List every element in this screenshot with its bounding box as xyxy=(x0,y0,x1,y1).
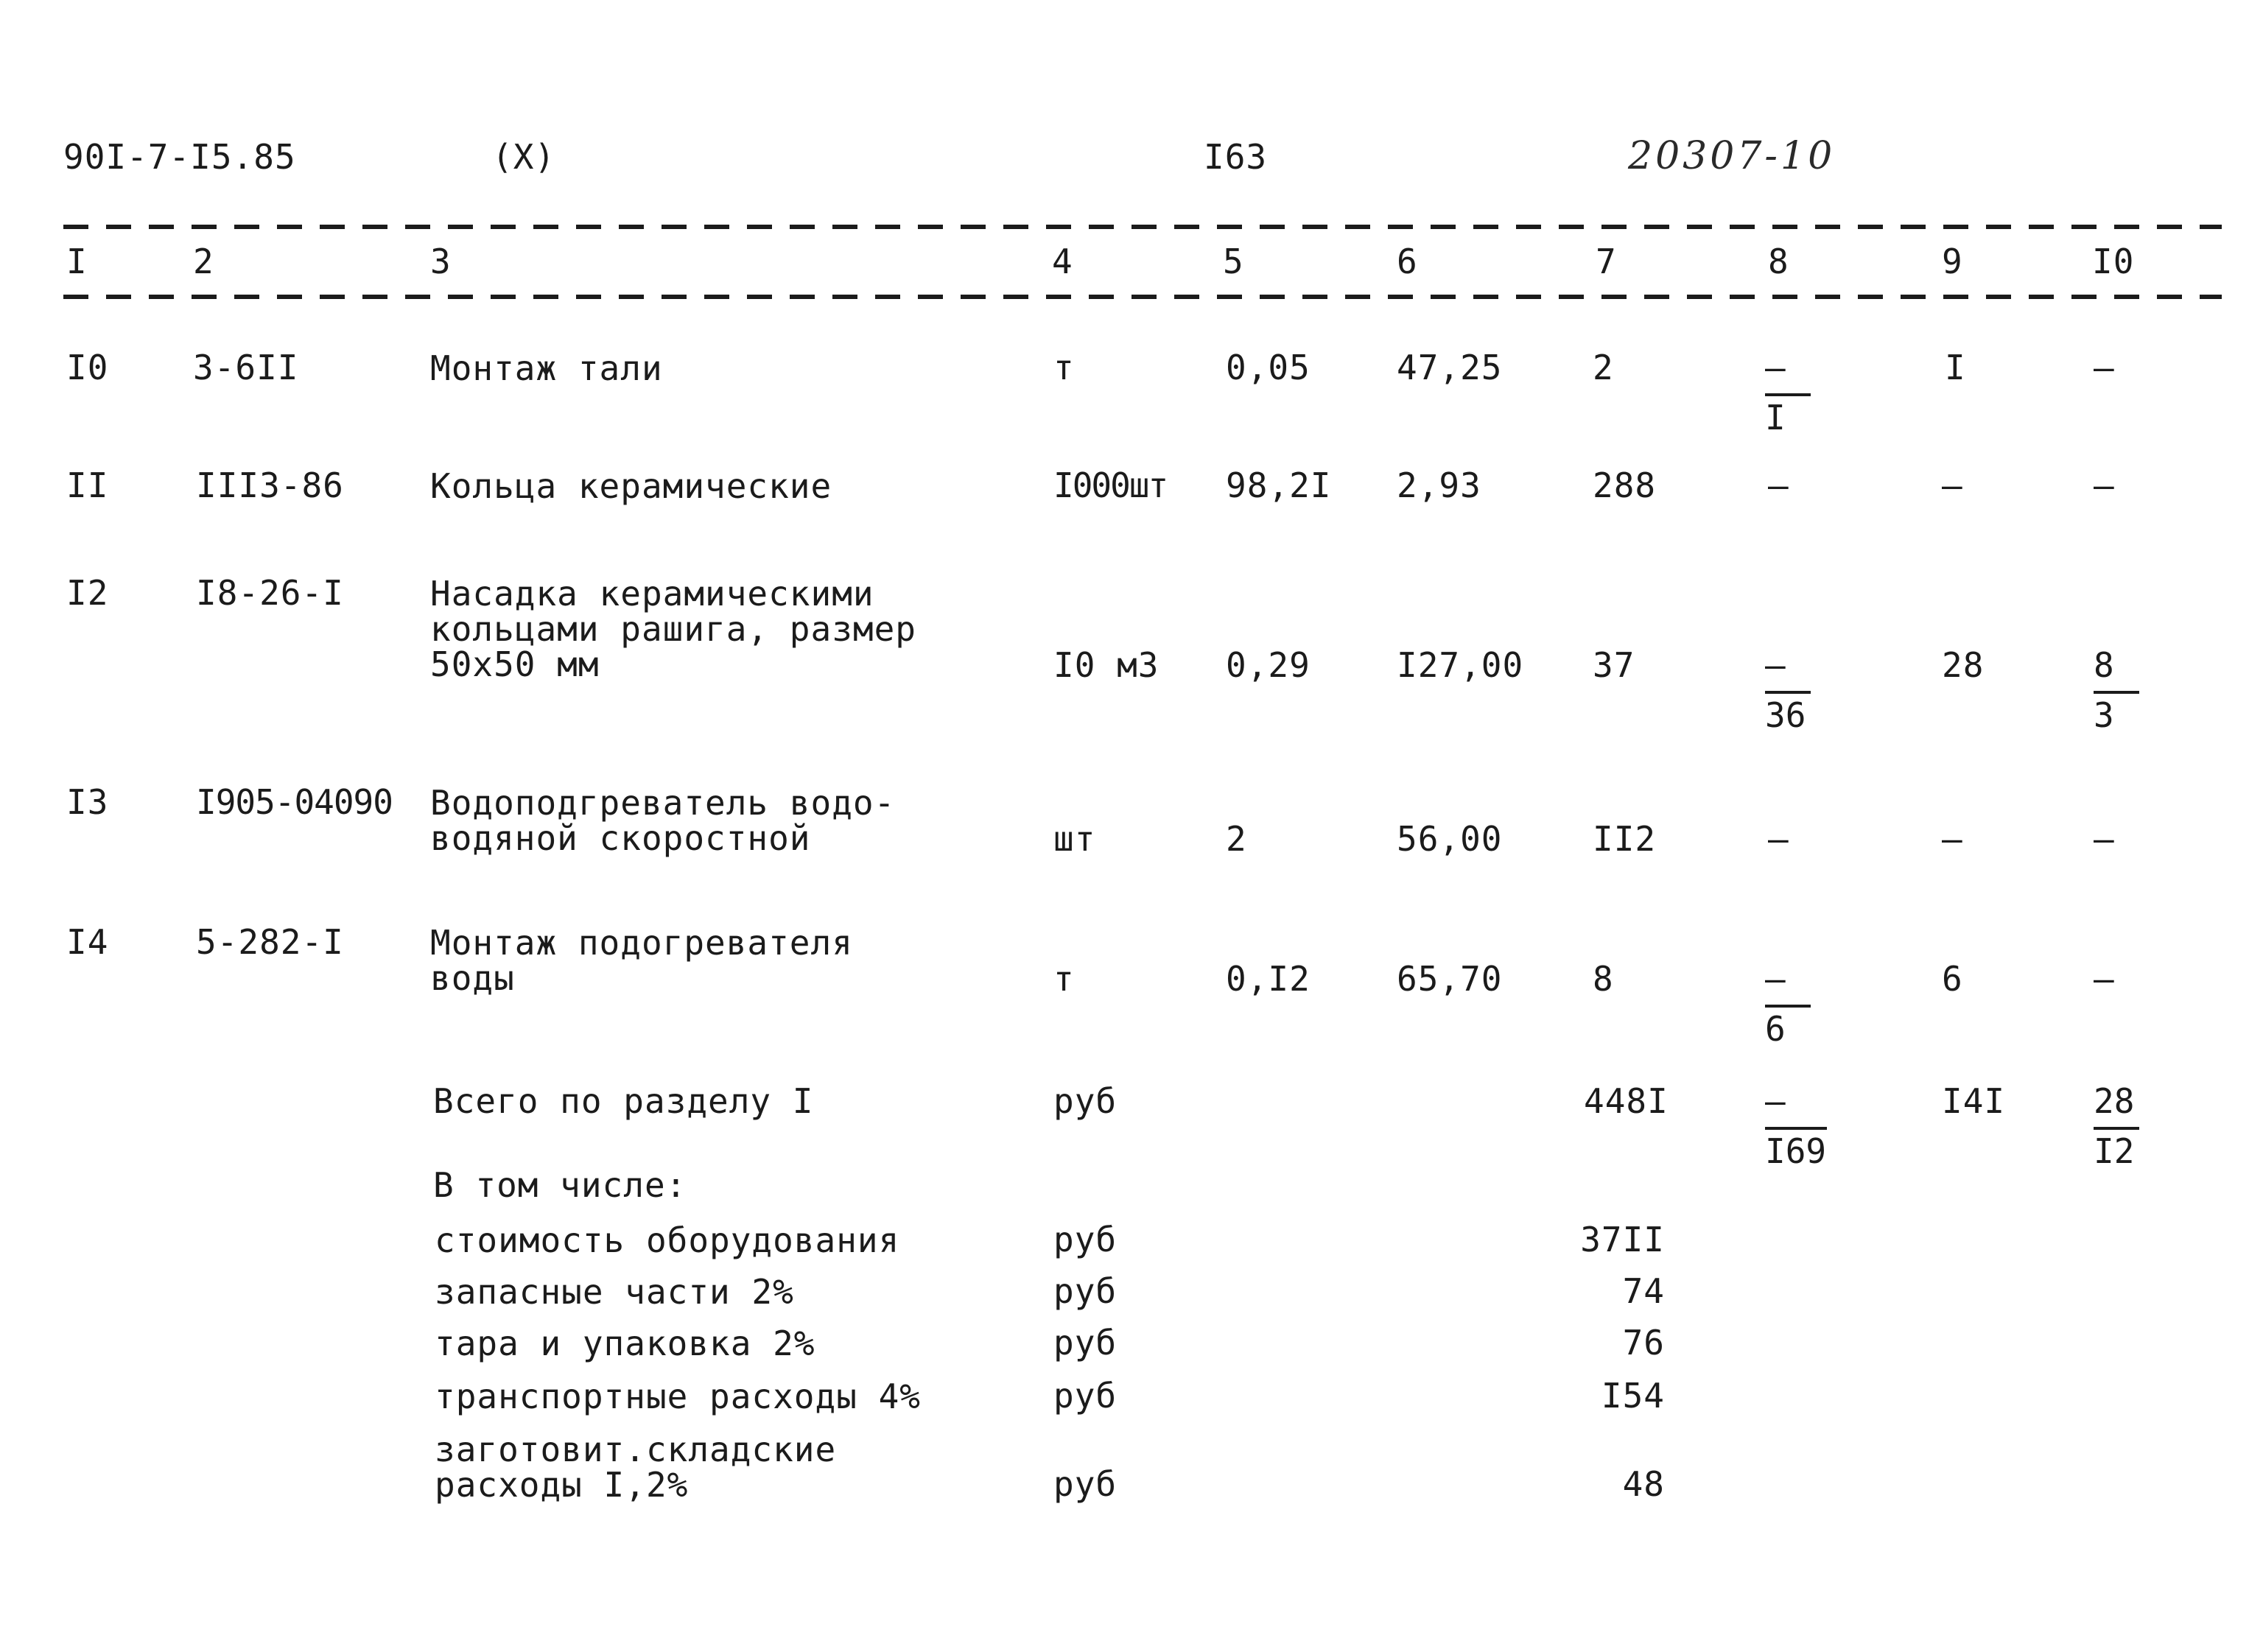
column-9-value: 6 xyxy=(1942,959,1963,999)
unit: I0 м3 xyxy=(1053,645,1159,685)
column-8-fraction xyxy=(1765,959,1846,1049)
work-description: Кольца керамические xyxy=(430,466,832,506)
column-header: 4 xyxy=(1052,242,1073,281)
column-8-value: – xyxy=(1768,465,1789,505)
total-cost: 448I xyxy=(1584,1081,1669,1121)
breakdown-label: запасные части 2% xyxy=(435,1272,794,1312)
unit: т xyxy=(1053,348,1075,387)
work-description: Монтаж подогревателя воды xyxy=(430,923,853,998)
fraction-bar xyxy=(1765,1005,1811,1008)
breakdown-value: 76 xyxy=(1622,1323,1665,1363)
total-cost: 2 xyxy=(1593,348,1614,387)
unit-price: 65,70 xyxy=(1397,959,1503,999)
breakdown-unit: руб xyxy=(1053,1376,1118,1416)
unit: т xyxy=(1053,959,1075,999)
quantity: 2 xyxy=(1226,819,1247,859)
column-header: 7 xyxy=(1596,242,1617,281)
total-label: Всего по разделу I xyxy=(433,1081,814,1121)
fraction-numerator: – xyxy=(1765,1081,1786,1121)
fraction-denominator: 3 xyxy=(2094,695,2114,735)
quantity: 0,I2 xyxy=(1226,959,1311,999)
unit-price: I27,00 xyxy=(1397,645,1524,685)
work-description: Насадка керамическими кольцами рашига, размер 50х50 мм xyxy=(430,574,916,684)
row-number: II xyxy=(66,465,109,505)
fraction-numerator: – xyxy=(1765,645,1786,685)
fraction-denominator: 6 xyxy=(1765,1009,1786,1049)
total-cost: II2 xyxy=(1593,819,1657,859)
handwritten-note: 20307-10 xyxy=(1628,134,1836,178)
column-header: 9 xyxy=(1942,242,1963,281)
total-unit: руб xyxy=(1053,1081,1118,1121)
row-number: I0 xyxy=(66,348,109,387)
column-10-value: – xyxy=(2094,465,2115,505)
column-header: 2 xyxy=(193,242,214,281)
fraction-numerator: – xyxy=(1765,348,1786,387)
breakdown-heading: В том числе: xyxy=(433,1165,687,1205)
work-description: Водоподгреватель водо- водяной скоростной xyxy=(430,783,896,858)
column-8-fraction xyxy=(1765,348,1846,437)
fraction-bar xyxy=(1765,393,1811,396)
quantity: 0,29 xyxy=(1226,645,1311,685)
breakdown-value: I54 xyxy=(1601,1376,1665,1416)
total-column-10-fraction xyxy=(2094,1081,2175,1171)
fraction-bar xyxy=(1765,691,1811,694)
breakdown-label: тара и упаковка 2% xyxy=(435,1324,815,1363)
breakdown-label: заготовит.складские расходы I,2% xyxy=(435,1430,837,1505)
fraction-denominator: I69 xyxy=(1765,1131,1827,1171)
row-number: I3 xyxy=(66,782,109,822)
fraction-denominator: I xyxy=(1765,398,1786,437)
total-column-9-value: I4I xyxy=(1942,1081,2006,1121)
column-8-fraction xyxy=(1765,645,1846,735)
work-description: Монтаж тали xyxy=(430,348,663,388)
breakdown-unit: руб xyxy=(1053,1271,1118,1311)
breakdown-unit: руб xyxy=(1053,1323,1118,1363)
column-10-value: – xyxy=(2094,348,2115,387)
column-10-fraction xyxy=(2094,645,2175,735)
fraction-denominator: 36 xyxy=(1765,695,1806,735)
page-number: I63 xyxy=(1204,137,1268,177)
column-header: I xyxy=(66,242,88,281)
column-header: 8 xyxy=(1768,242,1789,281)
breakdown-value: 74 xyxy=(1622,1271,1665,1311)
total-cost: 288 xyxy=(1593,465,1657,505)
unit: I000шт xyxy=(1053,465,1168,505)
column-9-value: – xyxy=(1942,819,1963,859)
fraction-bar xyxy=(2094,1127,2139,1130)
fraction-numerator: – xyxy=(1765,959,1786,999)
total-cost: 8 xyxy=(1593,959,1614,999)
column-header: 3 xyxy=(430,242,452,281)
unit-price: 2,93 xyxy=(1397,465,1481,505)
norm-code: I905-04090 xyxy=(196,782,393,822)
document-code: 90I-7-I5.85 xyxy=(63,137,296,177)
fraction-bar xyxy=(1765,1127,1827,1130)
total-cost: 37 xyxy=(1593,645,1635,685)
header-rule-top xyxy=(63,225,2222,229)
total-column-8-fraction xyxy=(1765,1081,1846,1171)
fraction-numerator: 28 xyxy=(2094,1081,2135,1121)
document-marker: (X) xyxy=(492,137,556,177)
unit-price: 47,25 xyxy=(1397,348,1503,387)
norm-code: I8-26-I xyxy=(196,573,344,613)
column-header: I0 xyxy=(2092,242,2135,281)
breakdown-label: стоимость оборудования xyxy=(435,1220,900,1260)
header-rule-bottom xyxy=(63,295,2222,299)
column-9-value: 28 xyxy=(1942,645,1985,685)
breakdown-unit: руб xyxy=(1053,1464,1118,1504)
column-header: 5 xyxy=(1223,242,1244,281)
quantity: 0,05 xyxy=(1226,348,1311,387)
breakdown-value: 37II xyxy=(1580,1220,1665,1259)
column-9-value: – xyxy=(1942,465,1963,505)
row-number: I2 xyxy=(66,573,109,613)
column-header: 6 xyxy=(1397,242,1418,281)
fraction-denominator: I2 xyxy=(2094,1131,2135,1171)
column-10-value: – xyxy=(2094,959,2115,999)
breakdown-label: транспортные расходы 4% xyxy=(435,1377,921,1416)
norm-code: III3-86 xyxy=(196,465,344,505)
norm-code: 3-6II xyxy=(193,348,299,387)
unit: шт xyxy=(1053,819,1096,859)
row-number: I4 xyxy=(66,922,109,962)
quantity: 98,2I xyxy=(1226,465,1332,505)
column-8-value: – xyxy=(1768,819,1789,859)
breakdown-value: 48 xyxy=(1622,1464,1665,1504)
column-9-value: I xyxy=(1945,348,1966,387)
norm-code: 5-282-I xyxy=(196,922,344,962)
unit-price: 56,00 xyxy=(1397,819,1503,859)
fraction-bar xyxy=(2094,691,2139,694)
column-10-value: – xyxy=(2094,819,2115,859)
breakdown-unit: руб xyxy=(1053,1220,1118,1259)
fraction-numerator: 8 xyxy=(2094,645,2114,685)
